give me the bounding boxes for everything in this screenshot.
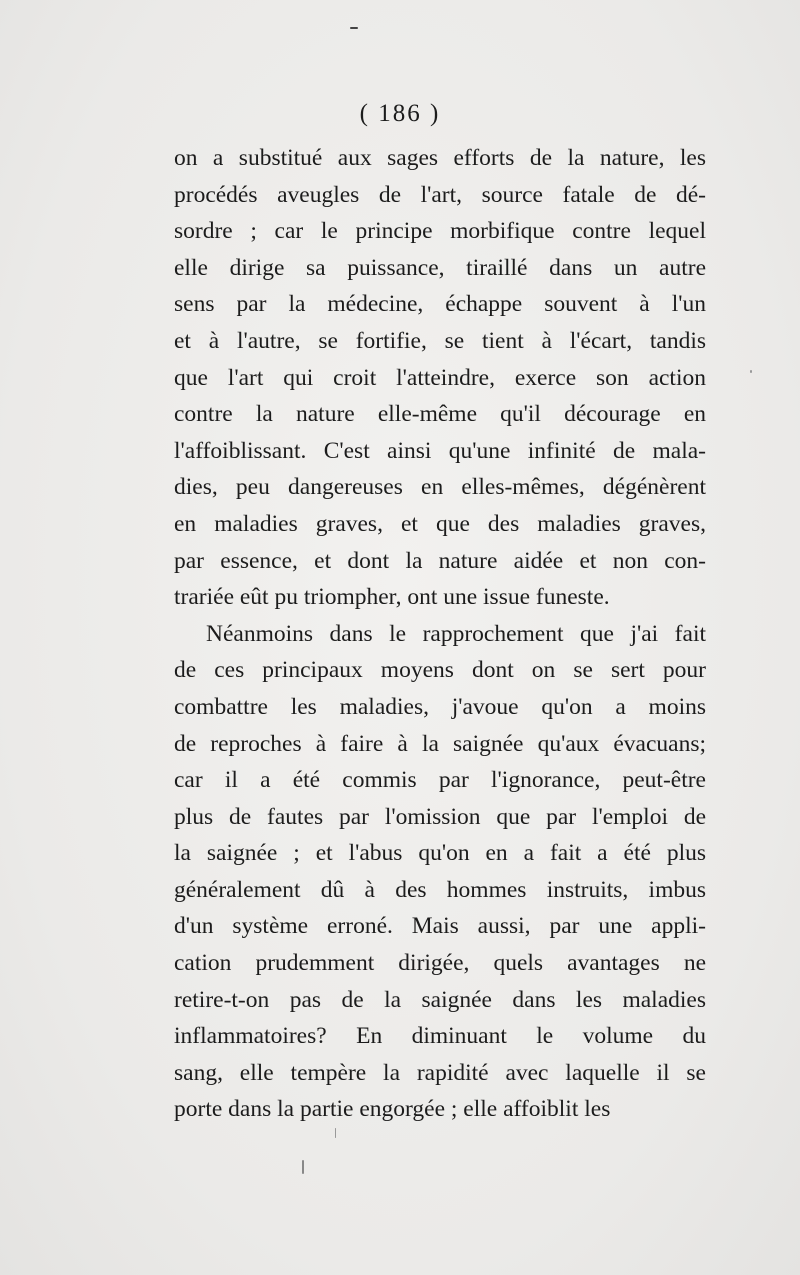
text-line: l'affoiblissant. C'est ainsi qu'une infinité de mala- (174, 437, 706, 464)
text-line: retire-t-on pas de la saignée dans les maladies (174, 986, 706, 1013)
text-line: et à l'autre, se fortifie, se tient à l'écart, tandis (174, 327, 706, 354)
text-line: que l'art qui croit l'atteindre, exerce son action (174, 364, 706, 391)
text-line: plus de fautes par l'omission que par l'emploi de (174, 803, 706, 830)
text-line: d'un système erroné. Mais aussi, par une appli- (174, 913, 706, 940)
paper-speck (335, 1128, 336, 1138)
text-line: de reproches à faire à la saignée qu'aux évacuans; (174, 730, 706, 757)
paper-speck (750, 370, 752, 373)
page-number: ( 186 ) (359, 100, 441, 127)
text-line: porte dans la partie engorgée ; elle affoiblit les (174, 1096, 611, 1123)
text-line: généralement dû à des hommes instruits, imbus (174, 876, 706, 903)
page-mark (350, 27, 358, 29)
text-line: procédés aveugles de l'art, source fatale de dé- (174, 181, 706, 208)
text-line: sang, elle tempère la rapidité avec laquelle il se (174, 1059, 706, 1086)
text-line: Néanmoins dans le rapprochement que j'ai fait (206, 620, 706, 647)
text-line: cation prudemment dirigée, quels avantages ne (174, 950, 706, 977)
body-text (174, 140, 706, 1128)
text-line: sens par la médecine, échappe souvent à l'un (174, 291, 706, 318)
paragraph (174, 140, 706, 616)
text-line: inflammatoires? En diminuant le volume du (174, 1023, 706, 1050)
text-line: elle dirige sa puissance, tiraillé dans un autre (174, 254, 706, 281)
text-line: la saignée ; et l'abus qu'on en a fait a été plus (174, 840, 706, 867)
text-line: en maladies graves, et que des maladies graves, (174, 510, 706, 537)
text-line: combattre les maladies, j'avoue qu'on a moins (174, 693, 706, 720)
text-line: dies, peu dangereuses en elles-mêmes, dégénèrent (174, 474, 706, 501)
text-line: de ces principaux moyens dont on se sert pour (174, 657, 706, 684)
text-line: trariée eût pu triompher, ont une issue funeste. (174, 584, 610, 611)
text-line: on a substitué aux sages efforts de la nature, les (174, 145, 706, 171)
text-line: sordre ; car le principe morbifique contre lequel (174, 218, 706, 245)
paper-speck (302, 1160, 304, 1174)
paragraph (174, 616, 706, 1128)
text-line: par essence, et dont la nature aidée et non con- (174, 547, 706, 574)
text-line: car il a été commis par l'ignorance, peut-être (174, 767, 706, 794)
text-line: contre la nature elle-même qu'il décourage en (174, 401, 706, 428)
